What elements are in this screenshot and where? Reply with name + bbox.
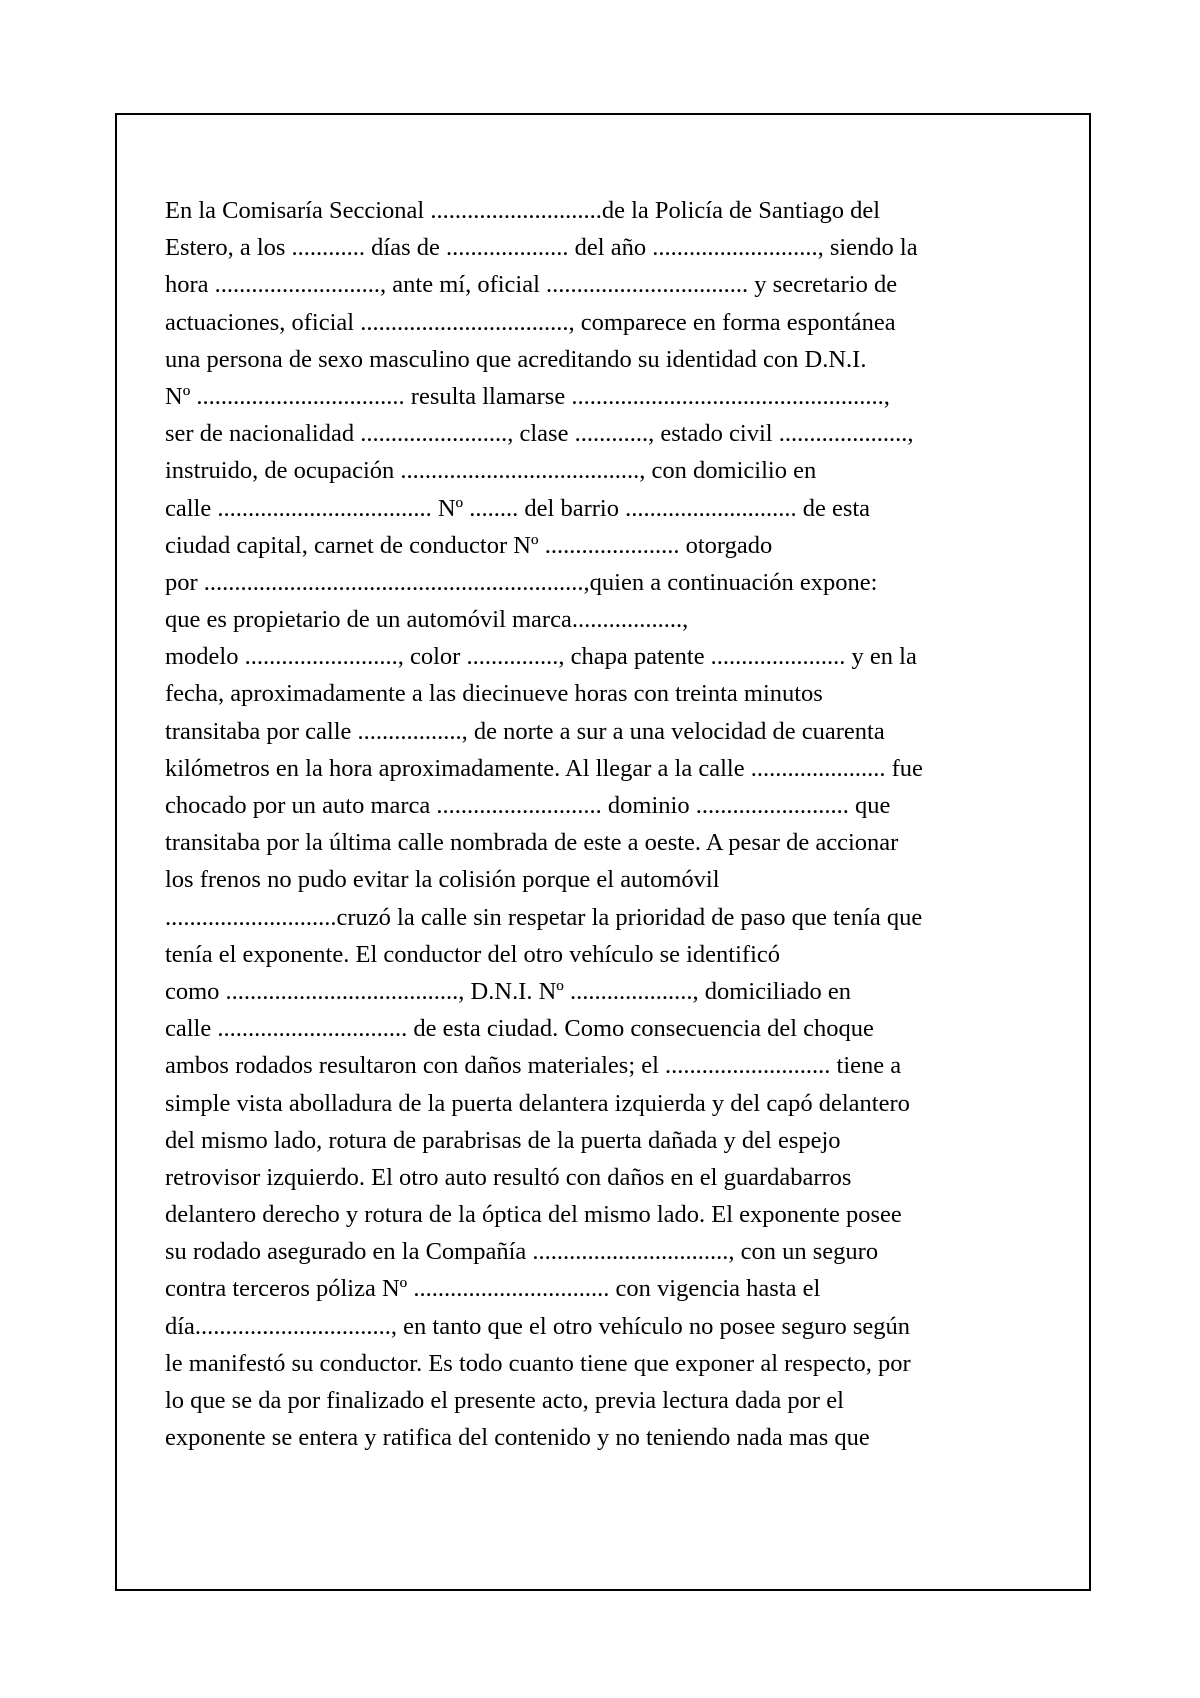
text-line: del mismo lado, rotura de parabrisas de la puerta dañada y del espejo <box>165 1126 841 1154</box>
text-line: que es propietario de un automóvil marca.................., <box>165 606 689 634</box>
text-line: delantero derecho y rotura de la óptica del mismo lado. El exponente posee <box>165 1201 902 1229</box>
text-line: por ..............................................................,quien a continuación expone: <box>165 568 878 596</box>
text-line: calle ................................... Nº ........ del barrio ............................ de esta <box>165 494 871 522</box>
text-line: le manifestó su conductor. Es todo cuanto tiene que exponer al respecto, por <box>165 1349 911 1377</box>
text-line: exponente se entera y ratifica del contenido y no teniendo nada mas que <box>165 1424 870 1452</box>
text-line: hora ..........................., ante mí, oficial ................................. y secretario de <box>165 271 898 299</box>
text-line: contra terceros póliza Nº ................................ con vigencia hasta el <box>165 1275 821 1303</box>
text-line: fecha, aproximadamente a las diecinueve horas con treinta minutos <box>165 680 823 708</box>
text-line: ciudad capital, carnet de conductor Nº ...................... otorgado <box>165 531 773 559</box>
document-body <box>165 192 1065 1456</box>
text-line: su rodado asegurado en la Compañía ................................, con un seguro <box>165 1238 879 1266</box>
text-line: ambos rodados resultaron con daños materiales; el ........................... tiene a <box>165 1052 902 1080</box>
text-line: transitaba por la última calle nombrada de este a oeste. A pesar de accionar <box>165 829 899 857</box>
text-line: Estero, a los ............ días de .................... del año ..........................., siendo la <box>165 234 918 262</box>
text-line: una persona de sexo masculino que acreditando su identidad con D.N.I. <box>165 345 867 373</box>
text-line: los frenos no pudo evitar la colisión porque el automóvil <box>165 866 720 894</box>
text-line: instruido, de ocupación ......................................., con domicilio en <box>165 457 817 485</box>
text-line: ............................cruzó la calle sin respetar la prioridad de paso que tenía que <box>165 903 923 931</box>
text-line: simple vista abolladura de la puerta delantera izquierda y del capó delantero <box>165 1089 910 1117</box>
text-line: lo que se da por finalizado el presente acto, previa lectura dada por el <box>165 1387 844 1414</box>
text-line: transitaba por calle ................., de norte a sur a una velocidad de cuarenta <box>165 717 885 745</box>
text-line: ser de nacionalidad ........................, clase ............, estado civil ....................., <box>165 420 914 448</box>
text-line: En la Comisaría Seccional ............................de la Policía de Santiago del <box>165 197 881 224</box>
text-line: tenía el exponente. El conductor del otro vehículo se identificó <box>165 940 781 968</box>
text-line: como ......................................, D.N.I. Nº ...................., domiciliado en <box>165 977 852 1005</box>
text-line: chocado por un auto marca ........................... dominio ......................... que <box>165 792 891 819</box>
text-line: Nº .................................. resulta llamarse ..................................................., <box>165 382 890 410</box>
text-line: calle ............................... de esta ciudad. Como consecuencia del choque <box>165 1015 874 1043</box>
text-line: actuaciones, oficial .................................., comparece en forma espontánea <box>165 308 896 336</box>
text-line: modelo ........................., color ..............., chapa patente ...................... y en la <box>165 643 917 671</box>
text-line: kilómetros en la hora aproximadamente. Al llegar a la calle ...................... fue <box>165 754 923 782</box>
text-line: retrovisor izquierdo. El otro auto resultó con daños en el guardabarros <box>165 1163 852 1191</box>
text-line: día................................, en tanto que el otro vehículo no posee seguro según <box>165 1312 911 1340</box>
